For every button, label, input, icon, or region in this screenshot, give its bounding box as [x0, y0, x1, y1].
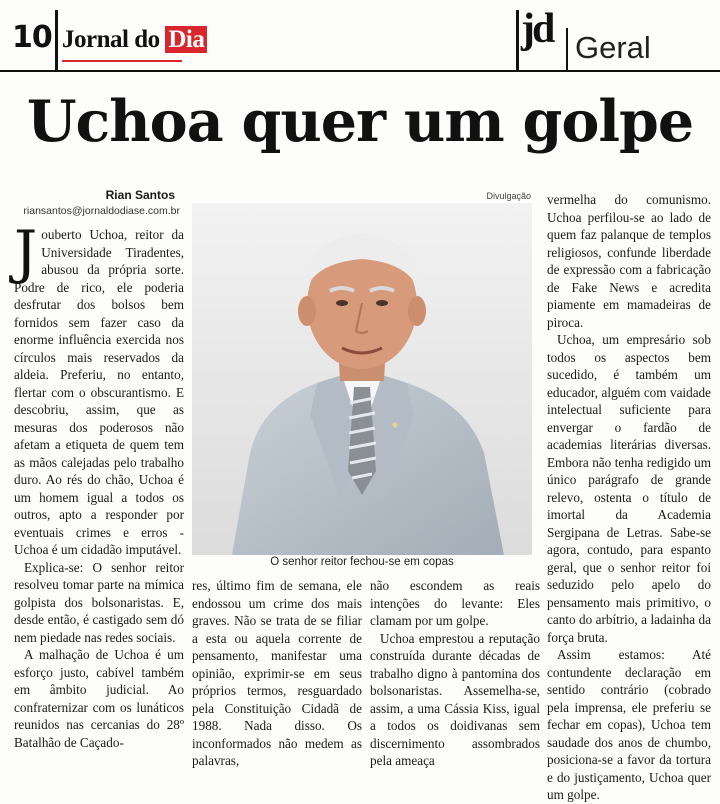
headline: Uchoa quer um golpe — [26, 88, 694, 155]
article-paragraph — [14, 218, 184, 559]
page-number: 10 — [12, 20, 52, 55]
section-label: Geral — [575, 30, 651, 65]
masthead — [0, 0, 720, 72]
divider — [516, 10, 519, 70]
photo-credit: Divulgação — [486, 191, 531, 201]
article-column-3 — [370, 577, 540, 789]
article-column-4 — [547, 191, 711, 802]
article-paragraph: Uchoa, um empresário sob todos os aspectos bem sucedido, é também um educador, alguém com vaidade intelectual suficiente para envergar o fardão de academias literárias diversas. Embora não tenha redigido um único parágrafo de grande relevo, ostenta o título de imortal da Academia Sergipana de Letras. Sabe-se agora, contudo, para espanto geral, que o senhor reitor foi seduzido pelo apelo do pensamento mais primitivo, o canto do arbítrio, a ladainha da força bruta. — [547, 332, 711, 645]
author-email: riansantos@jornaldodiase.com.br — [23, 205, 180, 217]
article-paragraph: Uchoa emprestou a reputação construída durante décadas de trabalho digno à pantomina dos bolsonaristas. Assemelha-se, assim, a uma Cássia Kiss, igual a todos os doidivanas sem discernimento assombrados pela ameaça — [370, 630, 540, 768]
portrait-photo — [192, 203, 532, 555]
newspaper-logo — [62, 26, 207, 54]
portrait-illustration — [192, 203, 532, 555]
article-paragraph: Explica-se: O senhor reitor resolveu tomar parte na mímica golpista dos bolsonaristas. E, desde então, é castigado sem dó nem piedade nas redes sociais. — [14, 559, 184, 645]
paragraph-text: ouberto Uchoa, reitor da Universidade Tiradentes, abusou da própria sorte. Podre de rico, ele poderia desfrutar dos bolsos bem fornidos sem fazer caso da enorme influência exercida nos círculos mais reservados da aldeia. Preferiu, no entanto, flertar com o obscurantismo. E descobriu, assim, que as mesuras dos poderosos não afetam a etiqueta de quem tem as mãos calejadas pelo trabalho duro. Ao rés do chão, Uchoa é um homem igual a todos os outros, apto a responder por eventuais crimes e erros - Uchoa é um cidadão imputável. — [14, 227, 184, 557]
article-paragraph: não escondem as reais intenções do levante: Eles clamam por um golpe. — [370, 578, 540, 628]
divider — [55, 10, 58, 70]
article-paragraph: res, último fim de semana, ele endossou um crime dos mais graves. Não se trata de se filiar a esta ou aquela corrente de pensamento, manifestar uma opinião, exprimir-se em seus próprios termos, resguardado pela Constituição Cidadã de 1988. Nada disso. Os inconformados não medem as palavras, — [192, 578, 362, 768]
article-column-1 — [14, 218, 184, 786]
jd-logo: jd — [521, 6, 553, 52]
drop-cap: J — [14, 218, 38, 286]
article-column-2 — [192, 577, 362, 789]
author-name: Rian Santos — [105, 188, 175, 202]
photo-caption: O senhor reitor fechou-se em copas — [270, 556, 454, 568]
header-rule — [0, 70, 720, 72]
brand-prefix: Jornal do — [62, 26, 166, 53]
article-paragraph: vermelha do comunismo. Uchoa perfilou-se ao lado de quem faz palanque de templos religiosos, confunde liberdade de expressão com a fabricação de Fake News e acredita piamente em mamadeiras de piroca. — [547, 192, 711, 330]
article-paragraph: A malhação de Uchoa é um esforço justo, cabível também em âmbito judicial. Ao confraternizar com os lunáticos reunidos nas cercanias do 28º Batalhão de Caçado- — [14, 647, 184, 750]
brand-accent: Dia — [165, 26, 207, 53]
divider — [566, 28, 568, 70]
brand-underline — [62, 60, 182, 62]
article-paragraph: Assim estamos: Até contundente declaração em sentido contrário (cobrado pela imprensa, ele preferiu se fechar em copas), Uchoa tem saudade dos anos de chumbo, posiciona-se a favor da tortura e do justiçamento, Uchoa quer um golpe. — [547, 647, 711, 802]
